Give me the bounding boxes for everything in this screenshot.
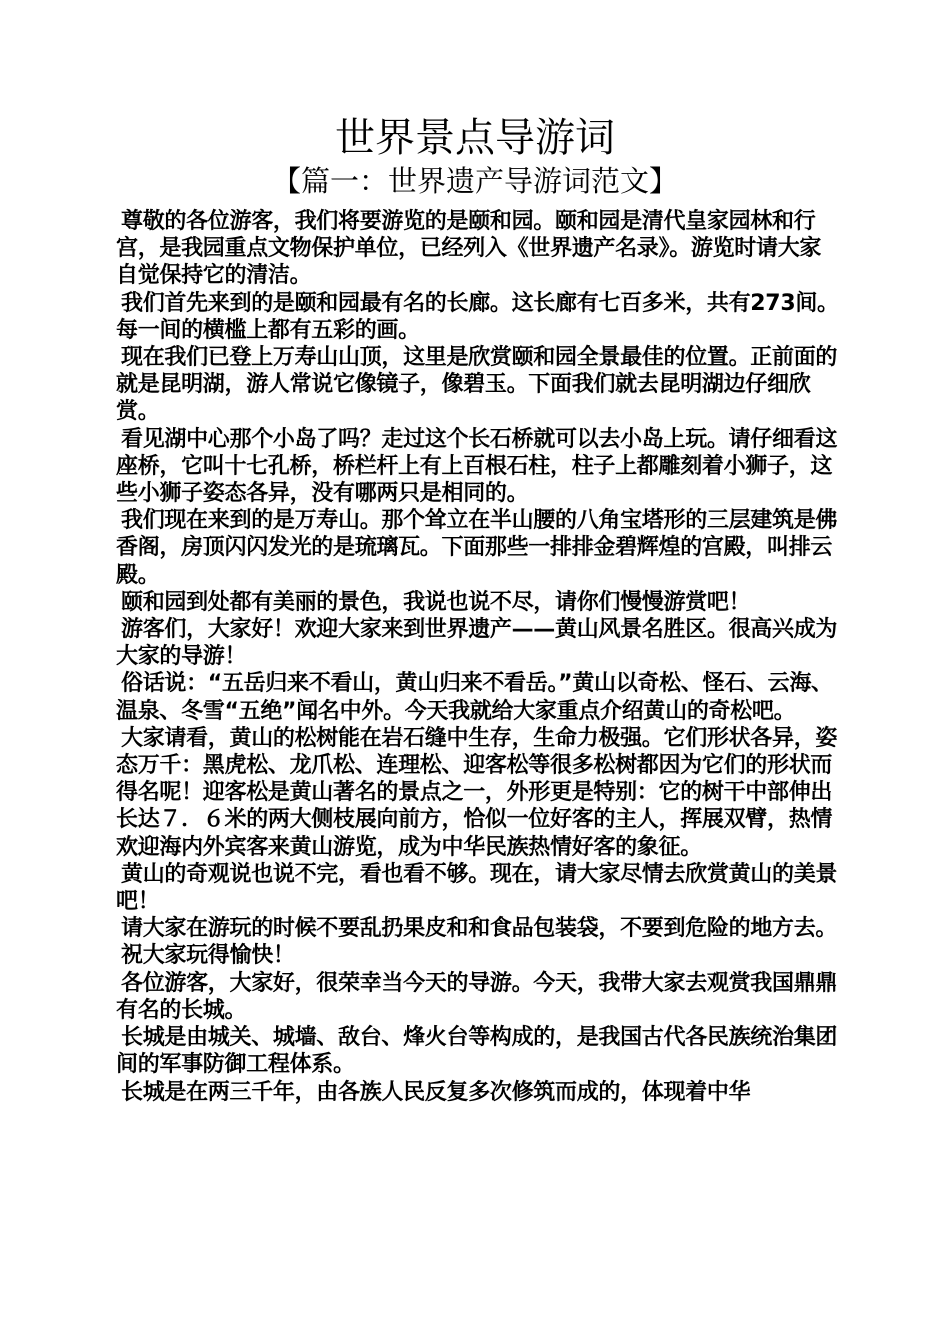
paragraph: 现在我们已登上万寿山山顶，这里是欣赏颐和园全景最佳的位置。正前面的就是昆明湖，游人常说它像镜子，像碧玉。下面我们就去昆明湖边仔细欣赏。 <box>116 345 838 425</box>
paragraph: 黄山的奇观说也说不完，看也看不够。现在，请大家尽情去欣赏黄山的美景吧！ <box>116 861 838 915</box>
paragraph: 长城是在两三千年，由各族人民反复多次修筑而成的，体现着中华 <box>121 1079 751 1105</box>
paragraph: 祝大家玩得愉快！ <box>121 943 295 969</box>
paragraph: 长城是由城关、城墙、敌台、烽火台等构成的，是我国古代各民族统治集团间的军事防御工程体系。 <box>116 1025 838 1078</box>
paragraph: 我们现在来到的是万寿山。那个耸立在半山腰的八角宝塔形的三层建筑是佛香阁，房顶闪闪发光的是琉璃瓦。下面那些一排排金碧辉煌的宫殿，叫排云殿。 <box>116 508 838 588</box>
paragraph: 游客们，大家好！欢迎大家来到世界遗产——黄山风景名胜区。很高兴成为大家的导游！ <box>116 617 838 670</box>
document-subtitle: 【篇一：世界遗产导游词范文】 <box>271 164 678 198</box>
paragraph: 大家请看，黄山的松树能在岩石缝中生存，生命力极强。它们形状各异，姿态万千：黑虎松、龙爪松、连理松、迎客松等很多松树都因为它们的形状而得名呢！迎客松是黄山著名的景点之一，外形更是特别：它的树干中部伸出长达７．６米的两大侧枝展向前方，恰似一位好客的主人，挥展双臂，热情欢迎海内外宾客来黄山游览，成为中华民族热情好客的象征。 <box>116 725 838 860</box>
document-title: 世界景点导游词 <box>335 115 615 161</box>
paragraph: 颐和园到处都有美丽的景色，我说也说不尽，请你们慢慢游赏吧！ <box>121 589 751 615</box>
paragraph: 请大家在游玩的时候不要乱扔果皮和和食品包装袋，不要到危险的地方去。 <box>121 916 838 942</box>
paragraph: 看见湖中心那个小岛了吗？走过这个长石桥就可以去小岛上玩。请仔细看这座桥，它叫十七孔桥，桥栏杆上有上百根石柱，柱子上都雕刻着小狮子，这些小狮子姿态各异，没有哪两只是相同的。 <box>116 426 838 507</box>
paragraph: 尊敬的各位游客，我们将要游览的是颐和园。颐和园是清代皇家园林和行宫，是我园重点文物保护单位，已经列入《世界遗产名录》。游览时请大家自觉保持它的清洁。 <box>116 209 822 289</box>
paragraph: 各位游客，大家好，很荣幸当今天的导游。今天，我带大家去观赏我国鼎鼎有名的长城。 <box>116 970 838 1023</box>
paragraph: 俗话说：“五岳归来不看山，黄山归来不看岳。”黄山以奇松、怪石、云海、温泉、冬雪“五绝”闻名中外。今天我就给大家重点介绍黄山的奇松吧。 <box>116 671 833 724</box>
document-body <box>116 208 840 1106</box>
paragraph: 我们首先来到的是颐和园最有名的长廊。这长廊有七百多米，共有273间。每一间的横槛上都有五彩的画。 <box>116 290 839 343</box>
